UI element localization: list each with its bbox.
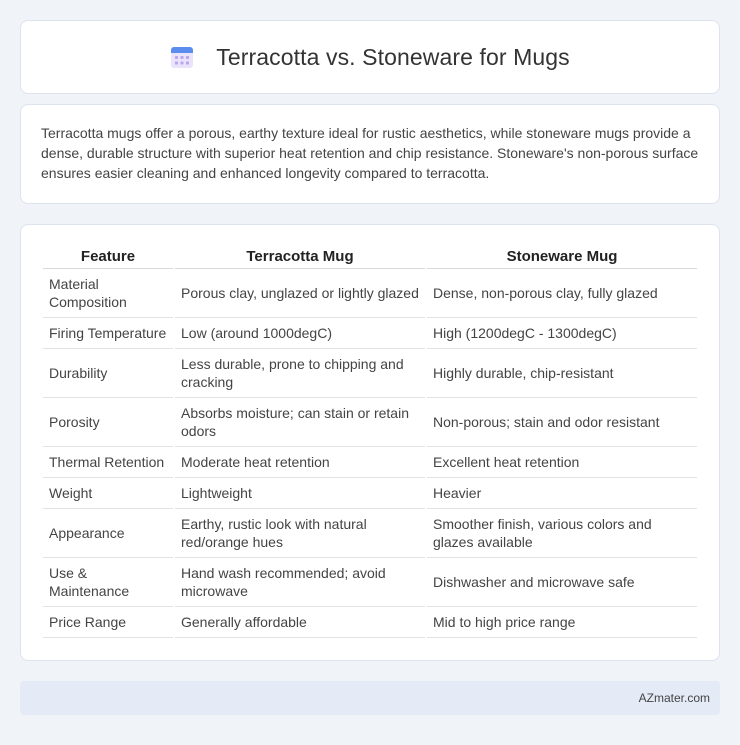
stoneware-cell: Excellent heat retention bbox=[427, 447, 697, 478]
table-row bbox=[43, 269, 697, 318]
terracotta-cell: Porous clay, unglazed or lightly glazed bbox=[175, 269, 425, 318]
column-header-feature: Feature bbox=[43, 245, 173, 269]
description-text: Terracotta mugs offer a porous, earthy texture ideal for rustic aesthetics, while stoneware mugs provide a dense, durable structure with superior heat retention and chip resistance. Stoneware's non-porous surface ensures easier cleaning and enhanced longevity compared to terracotta. bbox=[41, 125, 699, 181]
table-row bbox=[43, 447, 697, 478]
footer bbox=[20, 681, 720, 715]
stoneware-cell: High (1200degC - 1300degC) bbox=[427, 318, 697, 349]
terracotta-cell: Earthy, rustic look with natural red/orange hues bbox=[175, 509, 425, 558]
terracotta-cell: Moderate heat retention bbox=[175, 447, 425, 478]
comparison-table bbox=[41, 245, 699, 638]
table-row bbox=[43, 478, 697, 509]
stoneware-cell: Smoother finish, various colors and glazes available bbox=[427, 509, 697, 558]
table-row bbox=[43, 509, 697, 558]
feature-cell: Price Range bbox=[43, 607, 173, 638]
feature-cell: Firing Temperature bbox=[43, 318, 173, 349]
feature-cell: Weight bbox=[43, 478, 173, 509]
terracotta-cell: Hand wash recommended; avoid microwave bbox=[175, 558, 425, 607]
stoneware-cell: Highly durable, chip-resistant bbox=[427, 349, 697, 398]
terracotta-cell: Less durable, prone to chipping and cracking bbox=[175, 349, 425, 398]
title-card bbox=[20, 20, 720, 94]
stoneware-cell: Mid to high price range bbox=[427, 607, 697, 638]
feature-cell: Appearance bbox=[43, 509, 173, 558]
table-row bbox=[43, 398, 697, 447]
terracotta-cell: Low (around 1000degC) bbox=[175, 318, 425, 349]
stoneware-cell: Dishwasher and microwave safe bbox=[427, 558, 697, 607]
terracotta-cell: Absorbs moisture; can stain or retain odors bbox=[175, 398, 425, 447]
comparison-table-card bbox=[20, 224, 720, 661]
feature-cell: Material Composition bbox=[43, 269, 173, 318]
terracotta-cell: Generally affordable bbox=[175, 607, 425, 638]
table-header-row bbox=[43, 245, 697, 269]
page-title: Terracotta vs. Stoneware for Mugs bbox=[216, 43, 570, 70]
stoneware-cell: Dense, non-porous clay, fully glazed bbox=[427, 269, 697, 318]
table-row bbox=[43, 318, 697, 349]
column-header-terracotta: Terracotta Mug bbox=[175, 245, 425, 269]
calendar-icon bbox=[170, 45, 194, 69]
table-row bbox=[43, 558, 697, 607]
stoneware-cell: Heavier bbox=[427, 478, 697, 509]
feature-cell: Use & Maintenance bbox=[43, 558, 173, 607]
table-row bbox=[43, 349, 697, 398]
column-header-stoneware: Stoneware Mug bbox=[427, 245, 697, 269]
feature-cell: Porosity bbox=[43, 398, 173, 447]
stoneware-cell: Non-porous; stain and odor resistant bbox=[427, 398, 697, 447]
feature-cell: Durability bbox=[43, 349, 173, 398]
description-card bbox=[20, 104, 720, 204]
footer-brand: AZmater.com bbox=[638, 691, 710, 705]
terracotta-cell: Lightweight bbox=[175, 478, 425, 509]
feature-cell: Thermal Retention bbox=[43, 447, 173, 478]
table-row bbox=[43, 607, 697, 638]
